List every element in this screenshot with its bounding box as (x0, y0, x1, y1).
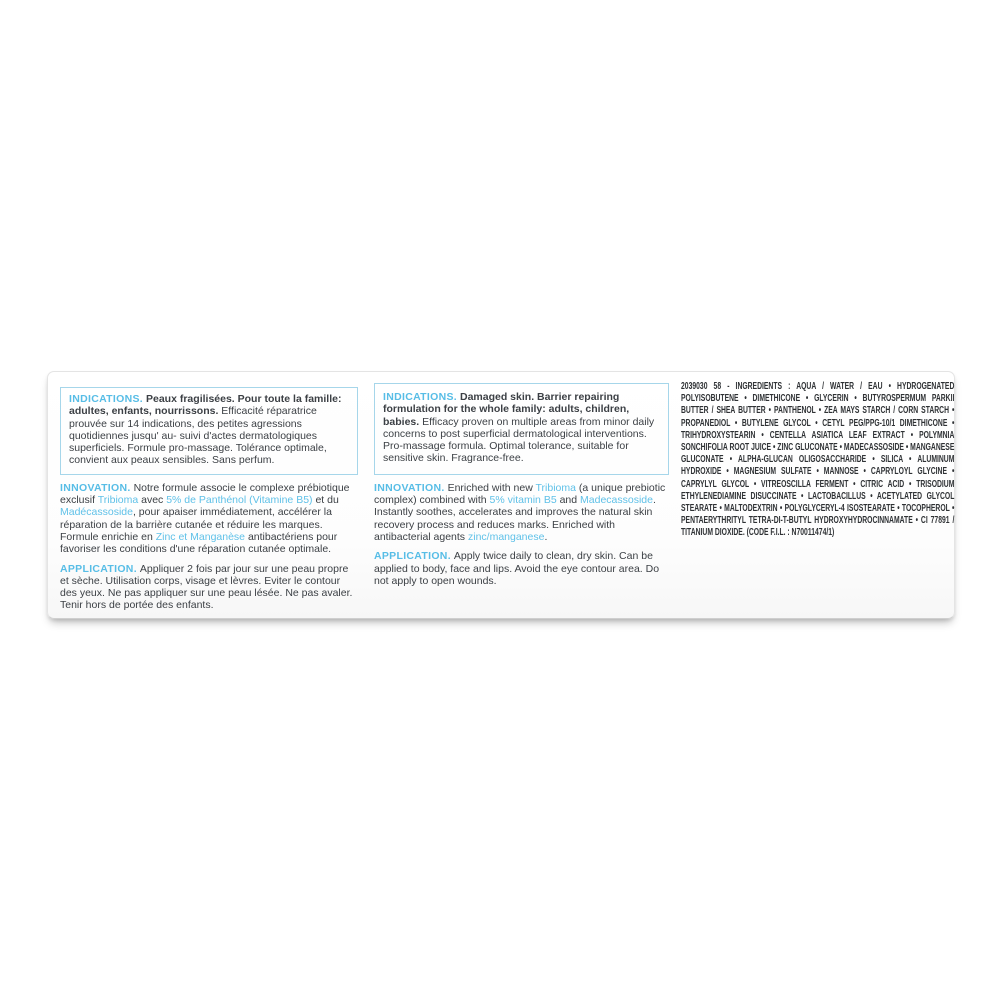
innovation-text-fr: avec (138, 494, 167, 507)
highlight-vitamin-b5-en: 5% vitamin B5 (489, 494, 557, 507)
highlight-tribioma-en: Tribioma (535, 481, 576, 494)
indications-lead-en: Damaged skin. Barrier repairing formulation for the whole family: adults, children, babies. (383, 391, 630, 428)
innovation-heading-fr: INNOVATION. (60, 481, 131, 494)
application-heading-en: APPLICATION. (374, 550, 451, 563)
application-heading-fr: APPLICATION. (60, 562, 137, 575)
innovation-text-en: Enriched with new (447, 481, 536, 494)
indications-lead-fr: Peaux fragilisées. Pour toute la famille: adultes, enfants, nourrissons. (69, 393, 342, 418)
application-paragraph-en (374, 550, 669, 587)
highlight-tribioma-fr: Tribioma (97, 494, 139, 507)
indications-paragraph-fr (69, 393, 349, 467)
innovation-text-fr: , pour apaiser immédiatement, accélérer la réparation de la barrière cutanée et réduire les marques. Formule enrichie en (60, 506, 332, 543)
innovation-heading-en: INNOVATION. (374, 481, 445, 494)
french-column (60, 387, 358, 612)
innovation-text-fr: Notre formule associe le complexe prébiotique exclusif (60, 481, 350, 507)
indications-heading-fr: INDICATIONS. (69, 393, 143, 405)
innovation-text-fr: et du (312, 494, 339, 507)
ingredients-list: 2039030 58 - INGREDIENTS : AQUA / WATER / EAU • HYDROGENATED POLYISOBUTENE • DIMETHICONE • GLYCERIN • BUTYROSPERMUM PARKII BUTTER / SHEA BUTTER • PANTHENOL • ZEA MAYS STARCH / CORN STARCH • PROPANEDIOL • BUTYLENE GLYCOL • CETYL PEG/PPG-10/1 DIMETHICONE • TRIHYDROXYSTEARIN • CENTELLA ASIATICA LEAF EXTRACT • POLYMNIA SONCHIFOLIA ROOT JUICE • ZINC GLUCONATE • MADECASSOSIDE • MANGANESE GLUCONATE • ALPHA-GLUCAN OLIGOSACCHARIDE • SILICA • ALUMINUM HYDROXIDE • MAGNESIUM SULFATE • MANNOSE • CAPRYLOYL GLYCINE • CAPRYLYL GLYCOL • VITREOSCILLA FERMENT • CITRIC ACID • TRISODIUM ETHYLENEDIAMINE DISUCCINATE • LACTOBACILLUS • ACETYLATED GLYCOL STEARATE • MALTODEXTRIN • POLYGLYCERYL-4 ISOSTEARATE • TOCOPHEROL • PENTAERYTHRITYL TETRA-DI-T-BUTYL HYDROXYHYDROCINNAMATE • CI 77891 / TITANIUM DIOXIDE. (CODE F.I.L. : N70011474/1) (681, 381, 955, 539)
indications-body-fr: Efficacité réparatrice prouvée sur 14 indications, des petites agressions quotidiennes jusqu' au- suivi d'actes dermatologiques superficiels. Formule pro-massage. Tolérance optimale, convient aux peaux sensibles. Sans perfum. (69, 405, 327, 467)
innovation-text-en: . Instantly soothes, accelerates and improves the natural skin recovery process and reduces marks. Enriched with antibacterial agents (374, 494, 656, 543)
application-paragraph-fr (60, 563, 358, 612)
highlight-zinc-manganese-en: zinc/manganese (467, 530, 545, 543)
innovation-text-fr: antibactériens pour favoriser les conditions d'une réparation cutanée optimale. (60, 530, 338, 556)
innovation-paragraph-fr (60, 482, 358, 556)
english-column (374, 383, 669, 587)
highlight-madecassoside-en: Madecassoside (580, 494, 653, 507)
innovation-text-en: (a unique prebiotic complex) combined with (374, 481, 666, 507)
ingredients-column (681, 381, 954, 540)
highlight-zinc-manganese-fr: Zinc et Manganèse (155, 530, 246, 543)
highlight-panthenol-fr: 5% de Panthénol (Vitamine B5) (166, 494, 313, 507)
innovation-text-en: . (544, 530, 548, 543)
indications-box-en (374, 383, 669, 475)
product-box-back-panel (47, 371, 955, 619)
highlight-madecassoside-fr: Madécassoside (60, 506, 133, 519)
indications-paragraph-en (383, 391, 660, 465)
indications-body-en: Efficacy proven on multiple areas from minor daily concerns to post superficial dermatological interventions. Pro-massage formula. Optimal tolerance, suitable for sensitive skin. Fragrance-free. (383, 415, 655, 465)
application-body-en: Apply twice daily to clean, dry skin. Can be applied to body, face and lips. Avoid the eye contour area. Do not apply to open wounds. (374, 550, 660, 587)
indications-heading-en: INDICATIONS. (383, 391, 457, 403)
innovation-text-en: and (556, 494, 581, 507)
innovation-paragraph-en (374, 482, 669, 543)
indications-box-fr (60, 387, 358, 475)
application-body-fr: Appliquer 2 fois par jour sur une peau propre et sèche. Utilisation corps, visage et lèvres. Eviter le contour des yeux. Ne pas appliquer sur une peau lésée. Ne pas avaler. Tenir hors de portée des enfants. (60, 562, 353, 612)
